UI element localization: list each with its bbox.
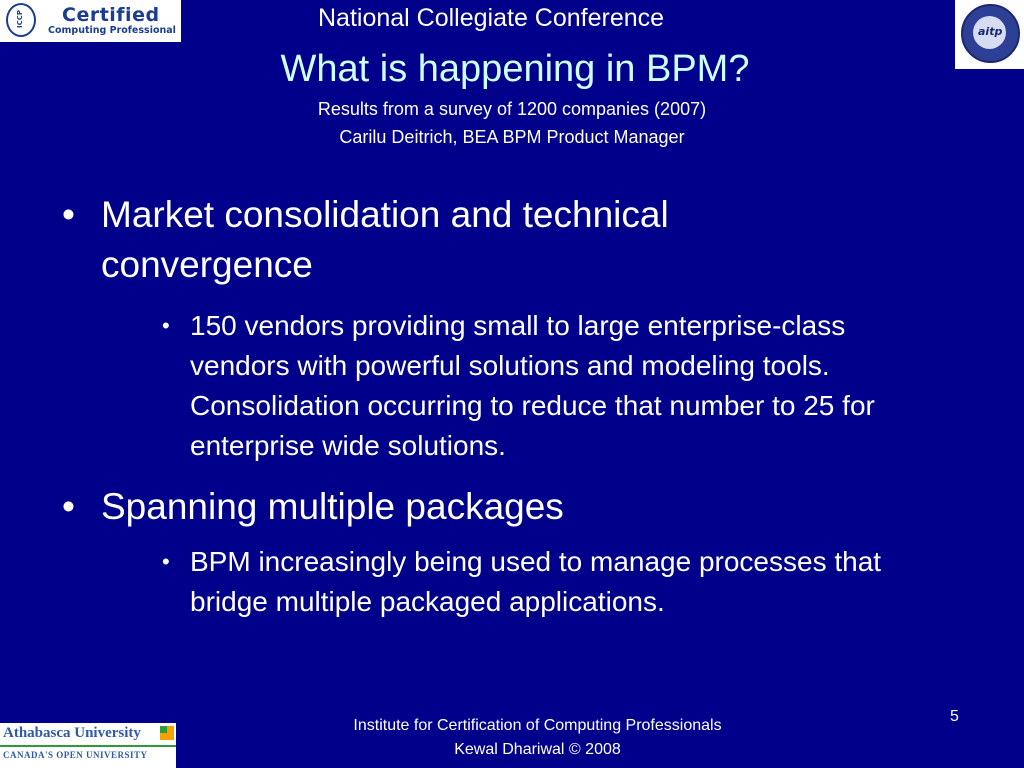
sub-bullet-text: BPM increasingly being used to manage processes that bridge multiple packaged applications. <box>190 546 882 617</box>
conference-name: National Collegiate Conference <box>318 4 665 32</box>
iccp-badge-icon: ICCP <box>6 3 36 37</box>
slide-number: 5 <box>950 708 959 725</box>
logo-computing-professional-text: Computing Professional <box>48 25 176 36</box>
bullet-text: Spanning multiple packages <box>101 486 564 527</box>
sub-bullet-icon: • <box>162 549 170 574</box>
certified-computing-professional-logo <box>0 0 181 42</box>
footer-copyright: Kewal Dhariwal © 2008 <box>454 741 621 758</box>
athabasca-tagline: CANADA'S OPEN UNIVERSITY <box>3 750 148 760</box>
athabasca-name: Athabasca University <box>3 725 141 741</box>
sub-bullet-text: 150 vendors providing small to large enterprise-class vendors with powerful solutions and modeling tools. Consolidation occurring to reduce that number to 25 for enterprise wide solutions. <box>190 310 875 461</box>
bullet-icon: • <box>62 486 75 527</box>
bullet-text: Market consolidation and technical convergence <box>101 194 669 285</box>
sub-bullet-icon: • <box>162 313 170 338</box>
author-subtitle: Carilu Deitrich, BEA BPM Product Manager <box>339 127 685 147</box>
aitp-logo-text: aitp <box>978 25 1003 38</box>
logo-certified-text: Certified <box>62 4 160 26</box>
survey-subtitle: Results from a survey of 1200 companies (2007) <box>317 99 707 119</box>
bullet-icon: • <box>62 194 75 235</box>
slide-title: What is happening in BPM? <box>280 48 750 90</box>
footer-institute: Institute for Certification of Computing Professionals <box>353 717 722 734</box>
